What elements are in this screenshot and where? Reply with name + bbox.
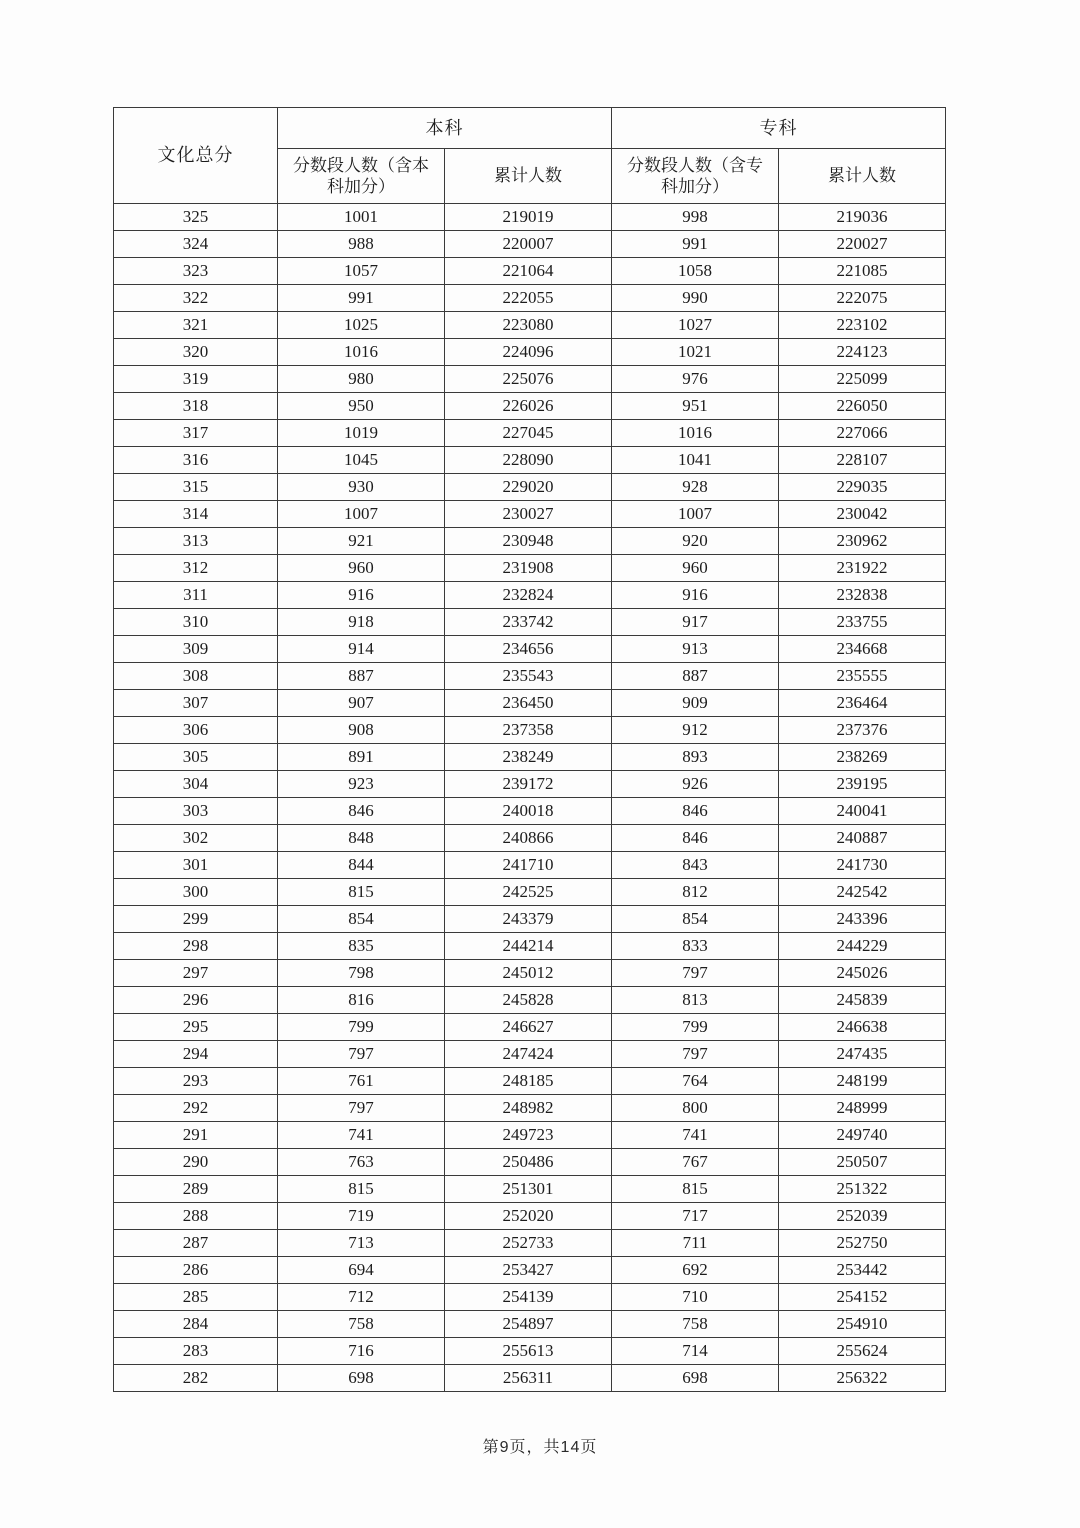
count-cell: 799 (612, 1014, 779, 1041)
count-cell: 252020 (445, 1203, 612, 1230)
count-cell: 1001 (278, 204, 445, 231)
count-cell: 797 (612, 960, 779, 987)
count-cell: 698 (612, 1365, 779, 1392)
count-cell: 846 (278, 798, 445, 825)
count-cell: 222055 (445, 285, 612, 312)
count-cell: 239195 (779, 771, 946, 798)
count-cell: 253427 (445, 1257, 612, 1284)
header-zhuanke-group: 专科 (612, 108, 946, 149)
count-cell: 800 (612, 1095, 779, 1122)
score-cell: 299 (114, 906, 278, 933)
count-cell: 223080 (445, 312, 612, 339)
count-cell: 713 (278, 1230, 445, 1257)
table-row (114, 609, 946, 636)
count-cell: 246627 (445, 1014, 612, 1041)
count-cell: 763 (278, 1149, 445, 1176)
count-cell: 226026 (445, 393, 612, 420)
count-cell: 716 (278, 1338, 445, 1365)
score-cell: 311 (114, 582, 278, 609)
count-cell: 848 (278, 825, 445, 852)
count-cell: 219036 (779, 204, 946, 231)
table-row (114, 906, 946, 933)
score-cell: 314 (114, 501, 278, 528)
table-row (114, 366, 946, 393)
table-row (114, 825, 946, 852)
count-cell: 920 (612, 528, 779, 555)
count-cell: 247424 (445, 1041, 612, 1068)
header-benke-segment: 分数段人数（含本科加分） (278, 149, 445, 204)
count-cell: 232838 (779, 582, 946, 609)
table-row (114, 1338, 946, 1365)
count-cell: 226050 (779, 393, 946, 420)
score-cell: 291 (114, 1122, 278, 1149)
count-cell: 244229 (779, 933, 946, 960)
count-cell: 251301 (445, 1176, 612, 1203)
count-cell: 235543 (445, 663, 612, 690)
count-cell: 243379 (445, 906, 612, 933)
count-cell: 930 (278, 474, 445, 501)
table-row (114, 987, 946, 1014)
score-cell: 321 (114, 312, 278, 339)
count-cell: 988 (278, 231, 445, 258)
count-cell: 237358 (445, 717, 612, 744)
score-cell: 319 (114, 366, 278, 393)
count-cell: 923 (278, 771, 445, 798)
count-cell: 816 (278, 987, 445, 1014)
count-cell: 233755 (779, 609, 946, 636)
count-cell: 248199 (779, 1068, 946, 1095)
count-cell: 912 (612, 717, 779, 744)
count-cell: 1016 (612, 420, 779, 447)
count-cell: 797 (278, 1041, 445, 1068)
score-cell: 285 (114, 1284, 278, 1311)
count-cell: 1007 (612, 501, 779, 528)
table-row (114, 231, 946, 258)
count-cell: 249740 (779, 1122, 946, 1149)
score-cell: 293 (114, 1068, 278, 1095)
count-cell: 887 (612, 663, 779, 690)
count-cell: 1021 (612, 339, 779, 366)
score-cell: 296 (114, 987, 278, 1014)
count-cell: 248999 (779, 1095, 946, 1122)
score-cell: 320 (114, 339, 278, 366)
count-cell: 846 (612, 798, 779, 825)
count-cell: 234656 (445, 636, 612, 663)
score-cell: 282 (114, 1365, 278, 1392)
count-cell: 917 (612, 609, 779, 636)
score-cell: 297 (114, 960, 278, 987)
count-cell: 714 (612, 1338, 779, 1365)
table-row (114, 1095, 946, 1122)
count-cell: 254139 (445, 1284, 612, 1311)
count-cell: 253442 (779, 1257, 946, 1284)
table-row (114, 663, 946, 690)
count-cell: 887 (278, 663, 445, 690)
count-cell: 710 (612, 1284, 779, 1311)
count-cell: 1016 (278, 339, 445, 366)
score-table-body (114, 204, 946, 1392)
table-row (114, 1041, 946, 1068)
count-cell: 250486 (445, 1149, 612, 1176)
header-benke-cumulative: 累计人数 (445, 149, 612, 204)
table-row (114, 312, 946, 339)
count-cell: 798 (278, 960, 445, 987)
count-cell: 998 (612, 204, 779, 231)
count-cell: 741 (278, 1122, 445, 1149)
count-cell: 254897 (445, 1311, 612, 1338)
count-cell: 797 (612, 1041, 779, 1068)
count-cell: 692 (612, 1257, 779, 1284)
table-row (114, 420, 946, 447)
count-cell: 717 (612, 1203, 779, 1230)
score-cell: 325 (114, 204, 278, 231)
score-cell: 312 (114, 555, 278, 582)
count-cell: 231908 (445, 555, 612, 582)
count-cell: 815 (278, 1176, 445, 1203)
score-cell: 305 (114, 744, 278, 771)
count-cell: 221085 (779, 258, 946, 285)
count-cell: 240018 (445, 798, 612, 825)
table-row (114, 1284, 946, 1311)
count-cell: 844 (278, 852, 445, 879)
count-cell: 921 (278, 528, 445, 555)
table-row (114, 447, 946, 474)
score-cell: 318 (114, 393, 278, 420)
table-row (114, 1176, 946, 1203)
table-row (114, 798, 946, 825)
score-cell: 310 (114, 609, 278, 636)
count-cell: 256322 (779, 1365, 946, 1392)
count-cell: 1025 (278, 312, 445, 339)
count-cell: 767 (612, 1149, 779, 1176)
score-cell: 294 (114, 1041, 278, 1068)
count-cell: 764 (612, 1068, 779, 1095)
count-cell: 237376 (779, 717, 946, 744)
count-cell: 741 (612, 1122, 779, 1149)
count-cell: 1045 (278, 447, 445, 474)
count-cell: 222075 (779, 285, 946, 312)
count-cell: 248982 (445, 1095, 612, 1122)
score-cell: 324 (114, 231, 278, 258)
count-cell: 719 (278, 1203, 445, 1230)
count-cell: 227066 (779, 420, 946, 447)
count-cell: 255613 (445, 1338, 612, 1365)
count-cell: 243396 (779, 906, 946, 933)
score-cell: 322 (114, 285, 278, 312)
count-cell: 960 (278, 555, 445, 582)
count-cell: 918 (278, 609, 445, 636)
score-cell: 323 (114, 258, 278, 285)
count-cell: 909 (612, 690, 779, 717)
count-cell: 694 (278, 1257, 445, 1284)
table-header (114, 108, 946, 204)
count-cell: 916 (612, 582, 779, 609)
count-cell: 224123 (779, 339, 946, 366)
count-cell: 239172 (445, 771, 612, 798)
table-row (114, 1014, 946, 1041)
count-cell: 252750 (779, 1230, 946, 1257)
score-cell: 316 (114, 447, 278, 474)
count-cell: 960 (612, 555, 779, 582)
count-cell: 251322 (779, 1176, 946, 1203)
count-cell: 926 (612, 771, 779, 798)
count-cell: 252039 (779, 1203, 946, 1230)
count-cell: 254910 (779, 1311, 946, 1338)
count-cell: 255624 (779, 1338, 946, 1365)
count-cell: 220027 (779, 231, 946, 258)
table-row (114, 744, 946, 771)
count-cell: 240866 (445, 825, 612, 852)
count-cell: 230027 (445, 501, 612, 528)
header-benke-group: 本科 (278, 108, 612, 149)
score-cell: 308 (114, 663, 278, 690)
count-cell: 1007 (278, 501, 445, 528)
count-cell: 1057 (278, 258, 445, 285)
table-row (114, 285, 946, 312)
count-cell: 815 (612, 1176, 779, 1203)
count-cell: 249723 (445, 1122, 612, 1149)
count-cell: 246638 (779, 1014, 946, 1041)
count-cell: 256311 (445, 1365, 612, 1392)
table-row (114, 690, 946, 717)
count-cell: 990 (612, 285, 779, 312)
count-cell: 761 (278, 1068, 445, 1095)
count-cell: 950 (278, 393, 445, 420)
score-cell: 317 (114, 420, 278, 447)
count-cell: 991 (278, 285, 445, 312)
table-row (114, 1230, 946, 1257)
table-row (114, 1311, 946, 1338)
table-row (114, 852, 946, 879)
count-cell: 235555 (779, 663, 946, 690)
score-cell: 298 (114, 933, 278, 960)
count-cell: 813 (612, 987, 779, 1014)
table-row (114, 1068, 946, 1095)
table-row (114, 1365, 946, 1392)
count-cell: 252733 (445, 1230, 612, 1257)
count-cell: 227045 (445, 420, 612, 447)
count-cell: 247435 (779, 1041, 946, 1068)
score-cell: 292 (114, 1095, 278, 1122)
count-cell: 229020 (445, 474, 612, 501)
count-cell: 241710 (445, 852, 612, 879)
count-cell: 1058 (612, 258, 779, 285)
count-cell: 229035 (779, 474, 946, 501)
score-cell: 301 (114, 852, 278, 879)
score-cell: 290 (114, 1149, 278, 1176)
table-row (114, 339, 946, 366)
count-cell: 907 (278, 690, 445, 717)
count-cell: 916 (278, 582, 445, 609)
count-cell: 240041 (779, 798, 946, 825)
table-row (114, 717, 946, 744)
count-cell: 991 (612, 231, 779, 258)
score-cell: 295 (114, 1014, 278, 1041)
page-number-footer: 第9页，共14页 (482, 1439, 598, 1456)
count-cell: 913 (612, 636, 779, 663)
score-distribution-table (113, 107, 946, 1392)
count-cell: 238269 (779, 744, 946, 771)
table-row (114, 204, 946, 231)
score-cell: 315 (114, 474, 278, 501)
count-cell: 812 (612, 879, 779, 906)
count-cell: 245839 (779, 987, 946, 1014)
score-cell: 286 (114, 1257, 278, 1284)
table-row (114, 501, 946, 528)
count-cell: 230962 (779, 528, 946, 555)
count-cell: 711 (612, 1230, 779, 1257)
count-cell: 248185 (445, 1068, 612, 1095)
count-cell: 238249 (445, 744, 612, 771)
count-cell: 1019 (278, 420, 445, 447)
score-cell: 284 (114, 1311, 278, 1338)
count-cell: 219019 (445, 204, 612, 231)
count-cell: 254152 (779, 1284, 946, 1311)
count-cell: 758 (612, 1311, 779, 1338)
score-cell: 303 (114, 798, 278, 825)
count-cell: 908 (278, 717, 445, 744)
count-cell: 1027 (612, 312, 779, 339)
count-cell: 234668 (779, 636, 946, 663)
table-row (114, 1257, 946, 1284)
count-cell: 241730 (779, 852, 946, 879)
count-cell: 220007 (445, 231, 612, 258)
table-row (114, 258, 946, 285)
count-cell: 976 (612, 366, 779, 393)
count-cell: 914 (278, 636, 445, 663)
count-cell: 928 (612, 474, 779, 501)
count-cell: 980 (278, 366, 445, 393)
count-cell: 231922 (779, 555, 946, 582)
table-row (114, 582, 946, 609)
table-row (114, 393, 946, 420)
header-score-column: 文化总分 (114, 108, 278, 204)
count-cell: 698 (278, 1365, 445, 1392)
count-cell: 797 (278, 1095, 445, 1122)
count-cell: 225099 (779, 366, 946, 393)
count-cell: 225076 (445, 366, 612, 393)
count-cell: 758 (278, 1311, 445, 1338)
count-cell: 245012 (445, 960, 612, 987)
count-cell: 224096 (445, 339, 612, 366)
table-row (114, 1122, 946, 1149)
header-zhuanke-segment: 分数段人数（含专科加分） (612, 149, 779, 204)
table-row (114, 1203, 946, 1230)
count-cell: 242542 (779, 879, 946, 906)
score-cell: 288 (114, 1203, 278, 1230)
header-zhuanke-cumulative: 累计人数 (779, 149, 946, 204)
count-cell: 244214 (445, 933, 612, 960)
count-cell: 951 (612, 393, 779, 420)
count-cell: 228090 (445, 447, 612, 474)
count-cell: 232824 (445, 582, 612, 609)
count-cell: 245026 (779, 960, 946, 987)
count-cell: 240887 (779, 825, 946, 852)
count-cell: 250507 (779, 1149, 946, 1176)
table-row (114, 771, 946, 798)
table-row (114, 474, 946, 501)
table-row (114, 1149, 946, 1176)
count-cell: 223102 (779, 312, 946, 339)
count-cell: 242525 (445, 879, 612, 906)
count-cell: 228107 (779, 447, 946, 474)
table-row (114, 555, 946, 582)
count-cell: 846 (612, 825, 779, 852)
score-cell: 307 (114, 690, 278, 717)
count-cell: 799 (278, 1014, 445, 1041)
score-cell: 287 (114, 1230, 278, 1257)
table-row (114, 933, 946, 960)
table-row (114, 960, 946, 987)
score-cell: 309 (114, 636, 278, 663)
count-cell: 854 (612, 906, 779, 933)
count-cell: 236464 (779, 690, 946, 717)
table-row (114, 879, 946, 906)
count-cell: 221064 (445, 258, 612, 285)
table-row (114, 636, 946, 663)
score-cell: 289 (114, 1176, 278, 1203)
count-cell: 854 (278, 906, 445, 933)
score-cell: 313 (114, 528, 278, 555)
count-cell: 233742 (445, 609, 612, 636)
count-cell: 236450 (445, 690, 612, 717)
score-cell: 283 (114, 1338, 278, 1365)
score-cell: 304 (114, 771, 278, 798)
count-cell: 835 (278, 933, 445, 960)
score-cell: 306 (114, 717, 278, 744)
count-cell: 893 (612, 744, 779, 771)
count-cell: 712 (278, 1284, 445, 1311)
count-cell: 230042 (779, 501, 946, 528)
count-cell: 230948 (445, 528, 612, 555)
score-cell: 300 (114, 879, 278, 906)
table-row (114, 528, 946, 555)
count-cell: 1041 (612, 447, 779, 474)
count-cell: 891 (278, 744, 445, 771)
count-cell: 833 (612, 933, 779, 960)
count-cell: 843 (612, 852, 779, 879)
score-cell: 302 (114, 825, 278, 852)
count-cell: 245828 (445, 987, 612, 1014)
count-cell: 815 (278, 879, 445, 906)
